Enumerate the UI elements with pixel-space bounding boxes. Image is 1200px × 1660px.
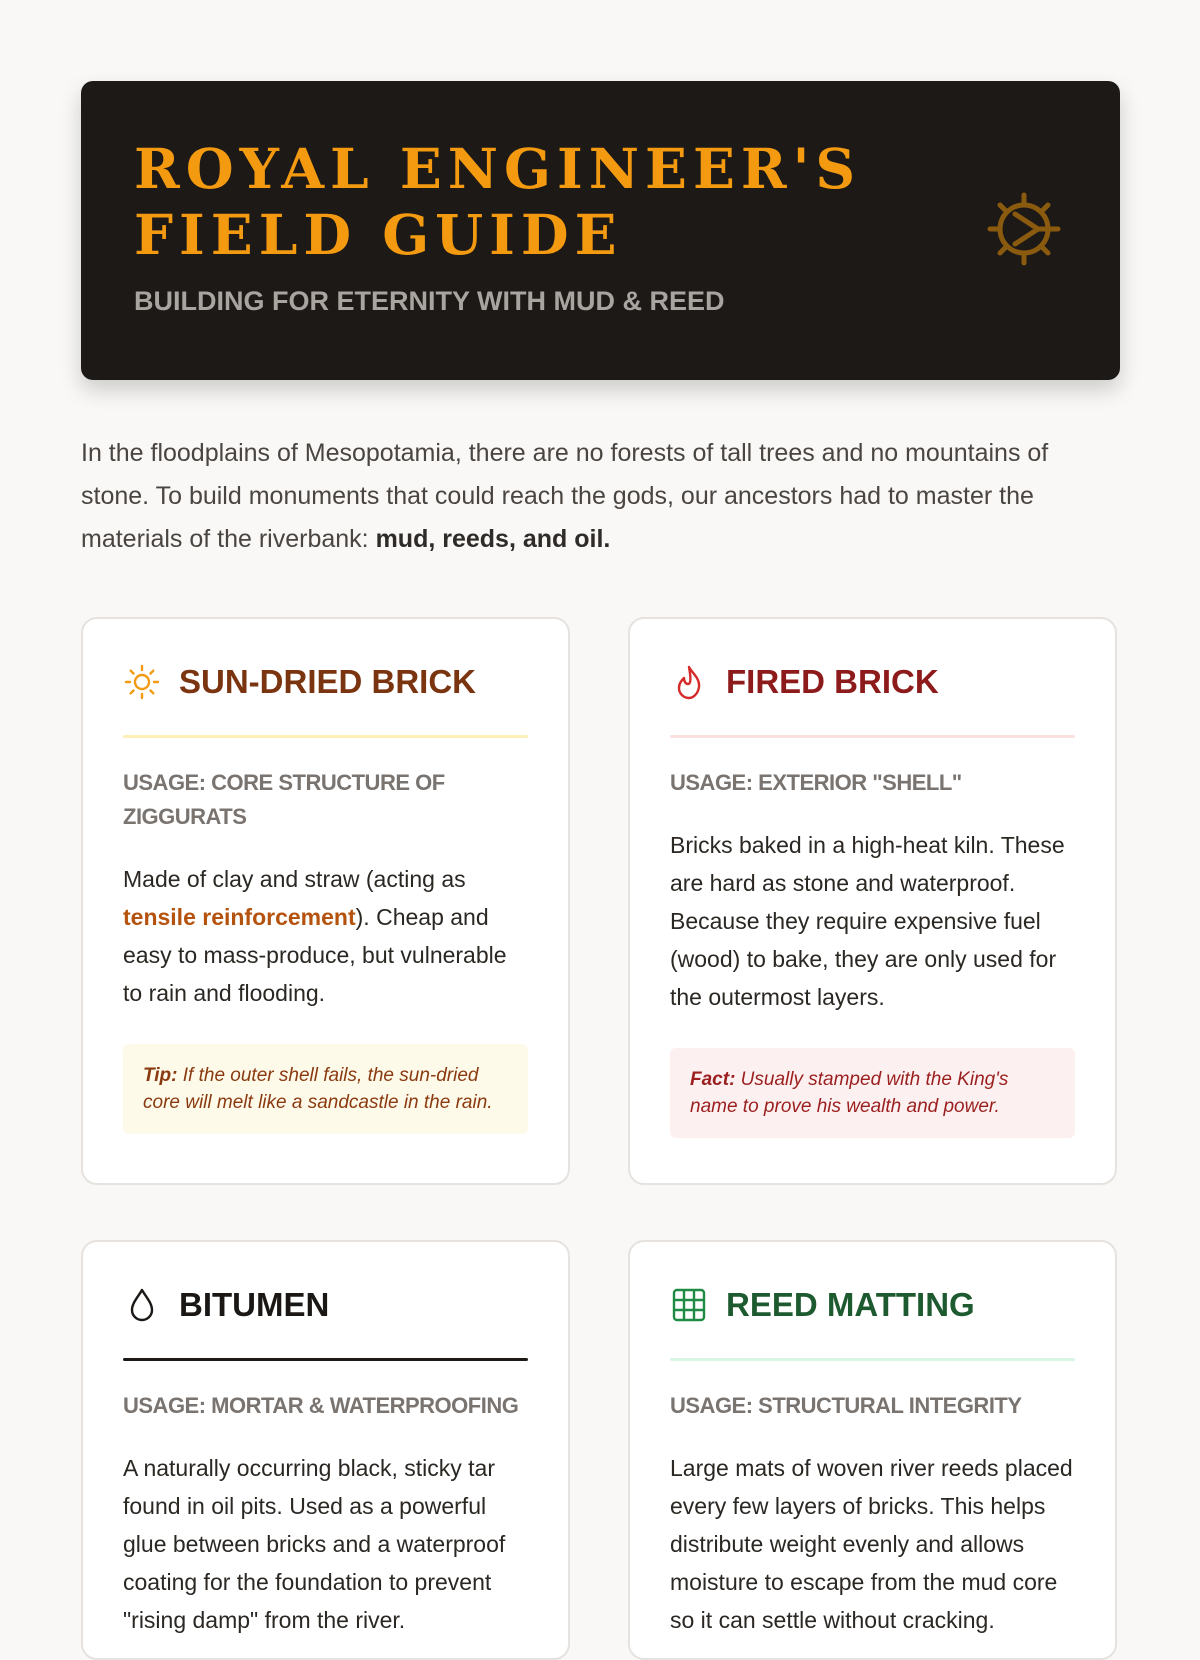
card-description-text-end: ). Cheap and easy to mass-produce, but vulnerable to rain and flooding. — [123, 904, 507, 1006]
card-title: FIRED BRICK — [726, 663, 939, 700]
sun-icon — [123, 663, 161, 701]
page-title-line-1: ROYAL ENGINEER'S — [134, 136, 862, 201]
card-sun-dried-brick — [81, 617, 570, 1185]
card-description — [123, 860, 528, 1012]
card-usage: USAGE: MORTAR & WATERPROOFING — [123, 1393, 519, 1418]
card-usage: USAGE: CORE STRUCTURE OF ZIGGURATS — [123, 770, 445, 829]
card-usage: USAGE: EXTERIOR "SHELL" — [670, 770, 962, 795]
card-divider — [670, 1358, 1075, 1361]
card-bitumen — [81, 1240, 570, 1660]
card-divider — [123, 1358, 528, 1361]
callout-label: Tip: — [143, 1065, 178, 1086]
card-header — [670, 1242, 1075, 1344]
card-description: Bricks baked in a high-heat kiln. These are hard as stone and waterproof. Because they require expensive fuel (wood) to bake, they are only used for the outermost layers. — [670, 832, 1065, 1010]
grid-icon — [670, 1286, 708, 1324]
flame-icon — [670, 663, 708, 701]
card-reed-matting — [628, 1240, 1117, 1660]
callout-label: Fact: — [690, 1069, 736, 1090]
card-usage: USAGE: STRUCTURAL INTEGRITY — [670, 1393, 1022, 1418]
page-title — [134, 136, 861, 268]
card-divider — [670, 735, 1075, 738]
intro-text: In the floodplains of Mesopotamia, there are no forests of tall trees and no mountains of stone. To build monuments that could reach the gods, our ancestors had to master the materials of the riverbank: — [81, 439, 1049, 553]
highlight-term: tensile reinforcement — [123, 904, 356, 930]
card-title: SUN-DRIED BRICK — [179, 663, 476, 700]
callout-text: If the outer shell fails, the sun-dried core will melt like a sandcastle in the rain. — [143, 1065, 493, 1113]
callout-text: Usually stamped with the King's name to prove his wealth and power. — [690, 1069, 1009, 1117]
intro-emphasis: mud, reeds, and oil. — [375, 525, 611, 553]
card-title: REED MATTING — [726, 1286, 975, 1323]
page-title-line-2: FIELD GUIDE — [134, 202, 623, 267]
card-description-text: Made of clay and straw (acting as — [123, 866, 466, 892]
card-header — [123, 619, 528, 721]
droplet-icon — [123, 1286, 161, 1324]
fact-callout — [670, 1048, 1075, 1138]
card-divider — [123, 735, 528, 738]
intro-paragraph — [81, 432, 1121, 561]
header-banner — [81, 81, 1120, 380]
card-description: A naturally occurring black, sticky tar found in oil pits. Used as a powerful glue between bricks and a waterproof coating for the foundation to prevent "rising damp" from the river. — [123, 1455, 506, 1633]
tip-callout — [123, 1044, 528, 1134]
card-description: Large mats of woven river reeds placed every few layers of bricks. This helps distribute weight evenly and allows moisture to escape from the mud core so it can settle without cracking. — [670, 1455, 1073, 1633]
page-subtitle: BUILDING FOR ETERNITY WITH MUD & REED — [134, 286, 725, 316]
card-header — [123, 1242, 528, 1344]
card-header — [670, 619, 1075, 721]
card-title: BITUMEN — [179, 1286, 330, 1323]
card-fired-brick — [628, 617, 1117, 1185]
gear-icon — [986, 191, 1062, 267]
